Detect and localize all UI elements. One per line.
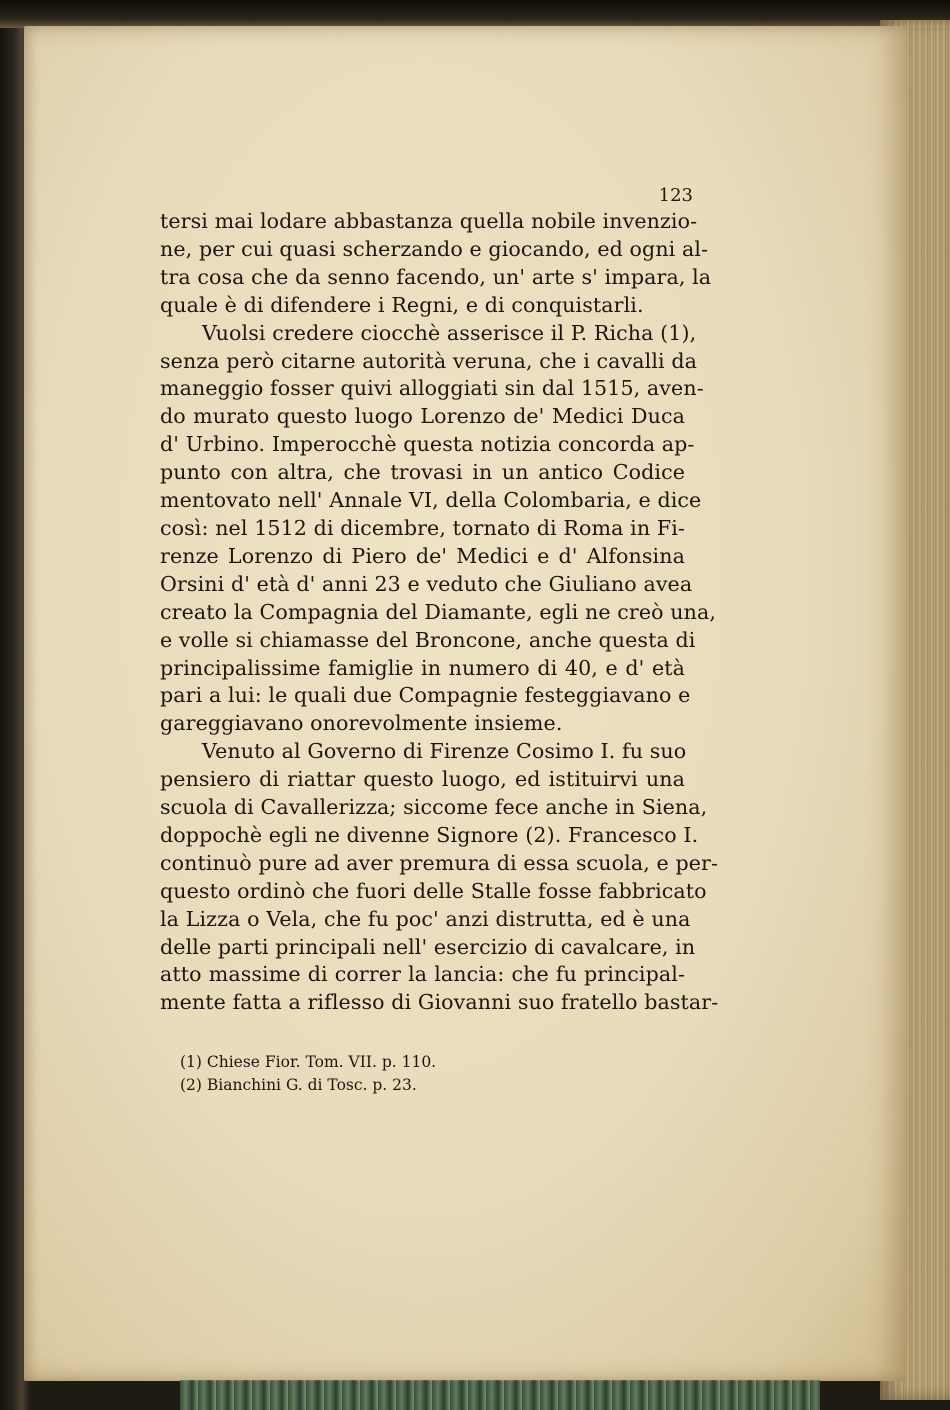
text-line: Venuto al Governo di Firenze Cosimo I. fu suo [202, 739, 687, 764]
text-line: quale è di difendere i Regni, e di conquistarli. [160, 292, 644, 317]
text-line: ne, per cui quasi scherzando e giocando, ed ogni al- [160, 236, 709, 261]
text-line: senza però citarne autorità veruna, che i cavalli da [160, 348, 698, 373]
text-line: d' Urbino. Imperocchè questa notizia concorda ap- [160, 432, 695, 457]
text-line: la Lizza o Vela, che fu poc' anzi distrutta, ed è una [160, 906, 691, 931]
text-line: principalissime famiglie in numero di 40, e d' età [160, 655, 685, 680]
footnote: (2) Bianchini G. di Tosc. p. 23. [180, 1076, 417, 1095]
page-number: 123 [658, 185, 693, 206]
text-line: così: nel 1512 di dicembre, tornato di Roma in Fi- [160, 515, 685, 540]
scan-top-border [0, 0, 950, 28]
text-line: tersi mai lodare abbastanza quella nobile invenzio- [160, 209, 698, 233]
text-line: gareggiavano onorevolmente insieme. [160, 711, 563, 736]
text-line: pensiero di riattar questo luogo, ed istituirvi una [160, 767, 685, 792]
footnotes [160, 1051, 685, 1097]
text-line: maneggio fosser quivi alloggiati sin dal 1515, aven- [160, 376, 704, 401]
body-text [160, 208, 719, 1017]
text-line: mentovato nell' Annale VI, della Colombaria, e dice [160, 488, 702, 513]
text-line: mente fatta a riflesso di Giovanni suo fratello bastar- [160, 990, 719, 1015]
text-line: continuò pure ad aver premura di essa scuola, e per- [160, 850, 719, 875]
text-line: delle parti principali nell' esercizio di cavalcare, in [160, 934, 696, 959]
text-line: atto massime di correr la lancia: che fu principal- [160, 962, 685, 987]
text-line: questo ordinò che fuori delle Stalle fosse fabbricato [160, 878, 707, 903]
text-line: tra cosa che da senno facendo, un' arte s' impara, la [160, 264, 712, 289]
page-content [160, 185, 719, 1097]
text-line: renze Lorenzo di Piero de' Medici e d' Alfonsina [160, 543, 685, 568]
text-line: doppochè egli ne divenne Signore (2). Francesco I. [160, 822, 699, 847]
text-line: creato la Compagnia del Diamante, egli ne creò una, [160, 599, 717, 624]
binding-cloth [180, 1380, 820, 1410]
text-line: scuola di Cavallerizza; siccome fece anche in Siena, [160, 795, 708, 820]
text-line: Vuolsi credere ciocchè asserisce il P. Richa (1), [202, 320, 697, 345]
text-line: punto con altra, che trovasi in un antico Codice [160, 460, 685, 485]
text-line: e volle si chiamasse del Broncone, anche questa di [160, 627, 696, 652]
footnote: (1) Chiese Fior. Tom. VII. p. 110. [180, 1053, 437, 1072]
text-line: pari a lui: le quali due Compagnie festeggiavano e [160, 683, 691, 708]
text-line: Orsini d' età d' anni 23 e veduto che Giuliano avea [160, 571, 693, 596]
text-line: do murato questo luogo Lorenzo de' Medici Duca [160, 404, 685, 429]
